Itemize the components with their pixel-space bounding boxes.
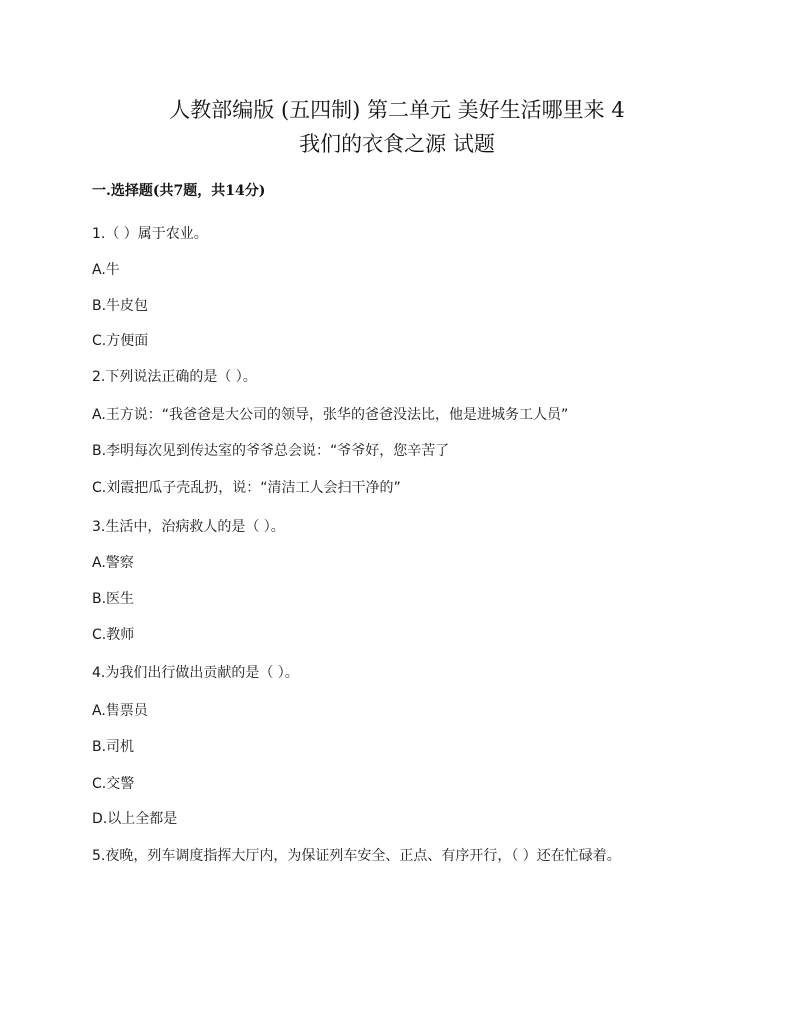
question-1-option-c: C.方便面 [92,333,149,349]
section-heading: 一.选择题(共7题，共14分) [92,183,266,199]
document-title-line-2: 我们的衣食之源 试题 [299,132,495,156]
question-2-option-b: B.李明每次见到传达室的爷爷总会说：“爷爷好，您辛苦了 [92,443,450,459]
question-1-option-b: B.牛皮包 [92,298,149,314]
question-2-stem: 2.下列说法正确的是（ ）。 [92,369,257,385]
question-2-option-a: A.王方说：“我爸爸是大公司的领导，张华的爸爸没法比，他是进城务工人员” [92,407,569,423]
question-2-option-c: C.刘霞把瓜子壳乱扔，说：“清洁工人会扫干净的” [92,480,401,496]
question-4-option-b: B.司机 [92,739,135,755]
question-4-stem: 4.为我们出行做出贡献的是（ ）。 [92,665,299,681]
question-3-option-b: B.医生 [92,591,135,607]
question-1-option-a: A.牛 [92,262,120,278]
question-3-option-c: C.教师 [92,627,135,643]
question-3-option-a: A.警察 [92,555,134,571]
document-title-line-1: 人教部编版 (五四制) 第二单元 美好生活哪里来 4 [169,98,625,122]
question-3-stem: 3.生活中，治病救人的是（ ）。 [92,519,285,535]
question-1-stem: 1.（ ）属于农业。 [92,226,208,242]
question-4-option-a: A.售票员 [92,703,148,719]
question-4-option-d: D.以上全都是 [92,811,178,827]
question-4-option-c: C.交警 [92,776,135,792]
question-5-stem: 5.夜晚，列车调度指挥大厅内，为保证列车安全、正点、有序开行，（ ）还在忙碌着。 [92,848,621,864]
